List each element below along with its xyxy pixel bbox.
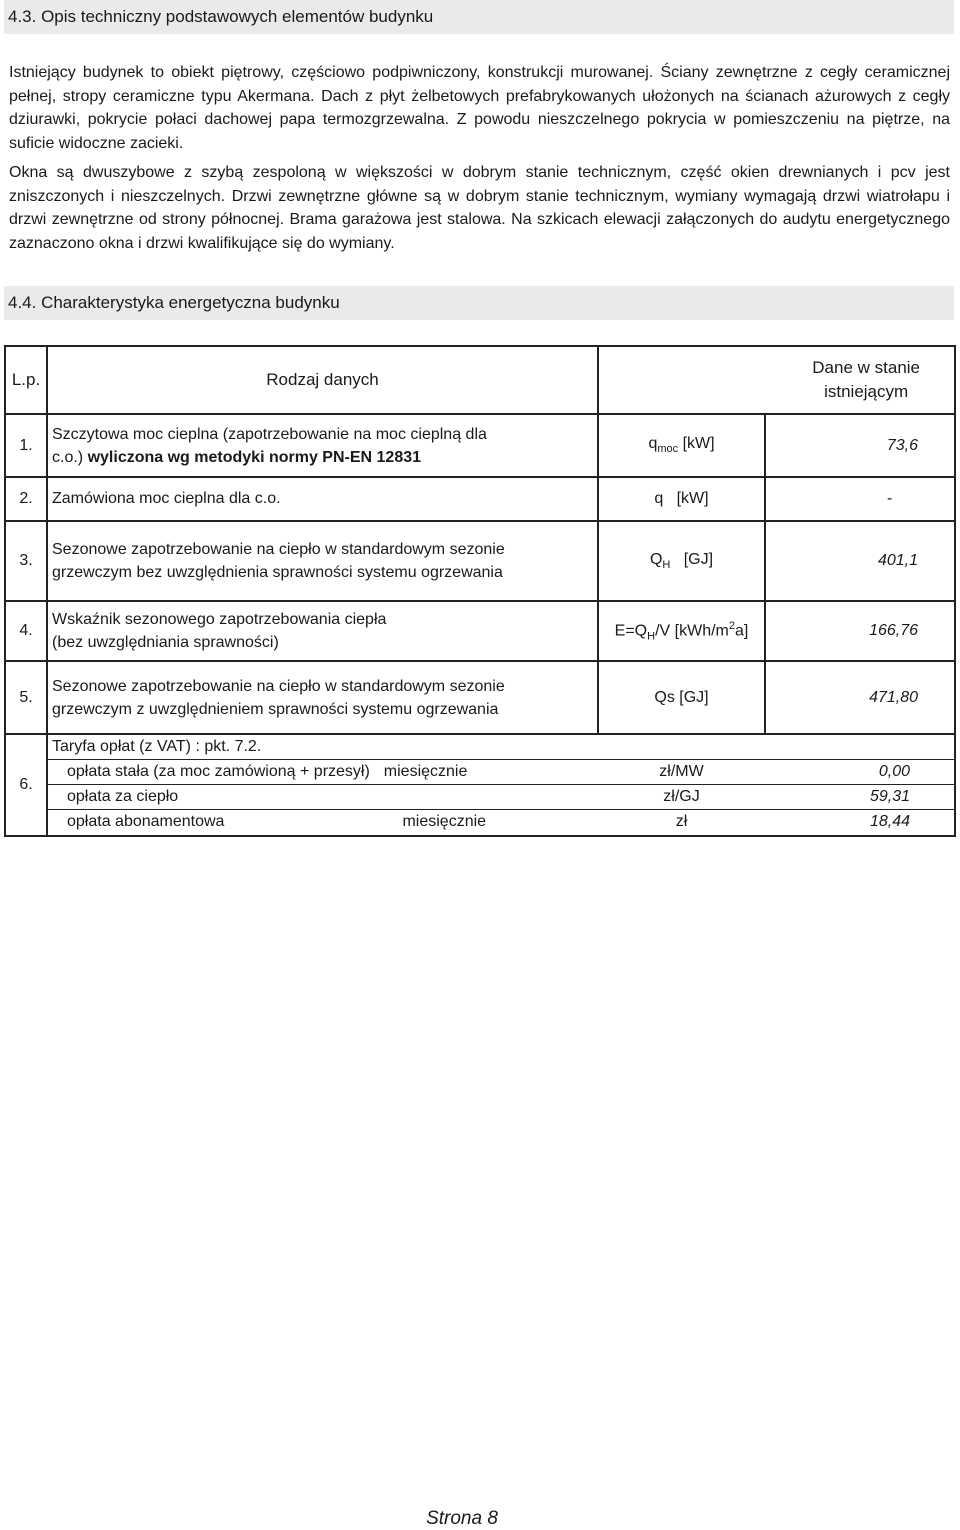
tariff-item-unit: zł bbox=[598, 810, 765, 836]
unit-rest: [GJ] bbox=[670, 550, 714, 568]
row-lp: 5. bbox=[5, 661, 47, 734]
row-lp: 3. bbox=[5, 521, 47, 601]
tariff-item-value: 18,44 bbox=[765, 810, 955, 836]
header-data-type: Rodzaj danych bbox=[47, 346, 598, 414]
row-unit: q [kW] bbox=[598, 477, 765, 521]
table-row bbox=[5, 601, 955, 661]
row-description bbox=[47, 661, 598, 734]
energy-characteristics-table bbox=[4, 345, 956, 837]
row-desc-line1: Sezonowe zapotrzebowanie na ciepło w standardowym sezonie bbox=[52, 541, 505, 558]
table-header-row bbox=[5, 346, 955, 414]
unit-end: a] bbox=[734, 622, 749, 640]
row-desc-line2: grzewczym z uwzględnieniem sprawności systemu ogrzewania bbox=[52, 700, 499, 718]
tariff-item-row bbox=[5, 760, 955, 785]
row-desc-line1: Wskaźnik sezonowego zapotrzebowania ciepła bbox=[52, 611, 387, 628]
tariff-item-label-cell bbox=[47, 785, 598, 810]
unit-subscript: moc bbox=[657, 443, 679, 456]
tariff-item-value: 0,00 bbox=[765, 760, 955, 785]
row-value: 166,76 bbox=[765, 601, 955, 661]
row-unit bbox=[598, 601, 765, 661]
tariff-item-label-cell bbox=[47, 810, 598, 836]
tariff-title-row bbox=[5, 734, 955, 760]
header-value-line2: istniejącym bbox=[824, 382, 909, 401]
row-lp: 1. bbox=[5, 414, 47, 477]
section-header-4-4 bbox=[4, 286, 954, 320]
tariff-item-label: opłata abonamentowa bbox=[67, 813, 225, 831]
row-unit bbox=[598, 414, 765, 477]
unit-symbol: q bbox=[648, 435, 658, 453]
row-desc-prefix: c.o.) bbox=[52, 448, 84, 466]
unit-symbol: Q bbox=[649, 550, 663, 568]
row-desc-line2: grzewczym bez uwzględnienia sprawności systemu ogrzewania bbox=[52, 564, 503, 581]
unit-subscript: H bbox=[647, 630, 656, 643]
row-value: 73,6 bbox=[765, 414, 955, 477]
row-desc-bold: wyliczona wg metodyki normy PN-EN 12831 bbox=[87, 448, 422, 466]
tariff-item-value: 59,31 bbox=[765, 785, 955, 810]
tariff-item-unit: zł/MW bbox=[598, 760, 765, 785]
row-description bbox=[47, 601, 598, 661]
row-description: Zamówiona moc cieplna dla c.o. bbox=[47, 477, 598, 521]
row-desc-line2: (bez uwzględniania sprawności) bbox=[52, 634, 279, 651]
section-title: 4.4. Charakterystyka energetyczna budynku bbox=[8, 293, 340, 312]
tariff-item-label: opłata stała (za moc zamówioną + przesył) bbox=[67, 763, 370, 780]
row-description bbox=[47, 521, 598, 601]
section-header-4-3 bbox=[4, 0, 954, 34]
row-lp: 2. bbox=[5, 477, 47, 521]
unit-mid: /V [kWh/m bbox=[655, 622, 729, 640]
tariff-item-row bbox=[5, 785, 955, 810]
unit-superscript: 2 bbox=[728, 619, 735, 632]
unit-symbol: E=Q bbox=[614, 622, 648, 640]
tariff-item-label: opłata za ciepło bbox=[67, 788, 179, 805]
table-row bbox=[5, 414, 955, 477]
row-lp: 6. bbox=[5, 734, 47, 836]
table-row bbox=[5, 661, 955, 734]
row-unit: Qs [GJ] bbox=[598, 661, 765, 734]
table-row bbox=[5, 521, 955, 601]
tariff-item-period: miesięcznie bbox=[383, 763, 468, 780]
tariff-item-label-cell bbox=[47, 760, 598, 785]
row-description bbox=[47, 414, 598, 477]
row-unit bbox=[598, 521, 765, 601]
row-desc-line1: Szczytowa moc cieplna (zapotrzebowanie na moc cieplną dla bbox=[52, 425, 487, 443]
row-value: 471,80 bbox=[765, 661, 955, 734]
row-value: - bbox=[765, 477, 955, 521]
row-value: 401,1 bbox=[765, 521, 955, 601]
tariff-item-row bbox=[5, 810, 955, 836]
header-existing-state bbox=[598, 346, 955, 414]
table-row bbox=[5, 477, 955, 521]
row-lp: 4. bbox=[5, 601, 47, 661]
header-value-line1: Dane w stanie bbox=[812, 358, 921, 377]
tariff-title: Taryfa opłat (z VAT) : pkt. 7.2. bbox=[47, 734, 955, 760]
tariff-item-period: miesięcznie bbox=[402, 813, 487, 831]
page-number: Strona 8 bbox=[426, 1508, 498, 1529]
section-title: 4.3. Opis techniczny podstawowych elementów budynku bbox=[8, 7, 434, 26]
unit-subscript: H bbox=[662, 559, 671, 572]
header-lp: L.p. bbox=[5, 346, 47, 414]
row-desc-line2 bbox=[52, 446, 593, 469]
paragraph-building-description: Istniejący budynek to obiekt piętrowy, częściowo podpiwniczony, konstrukcji murowanej. Ściany zewnętrzne z cegły ceramicznej pełnej, stropy ceramiczne typu Akermana. Dach z płyt żelbetowych prefabrykowanych ułożonych na ścianach ażurowych z cegły dziurawki, pokrycie połaci dachowej papa termozgrzewalna. Z powodu nieszczelnego pokrycia w pomieszczeniu na piętrze, na suficie widoczne zacieki. bbox=[9, 64, 950, 152]
unit-rest: [kW] bbox=[678, 435, 715, 453]
paragraph-windows-doors: Okna są dwuszybowe z szybą zespoloną w większości w dobrym stanie technicznym, część okien drewnianych i pcv jest zniszczonych i nieszczelnych. Drzwi zewnętrzne główne są w dobrym stanie technicznym, wymiany wymagają drzwi wiatrołapu i drzwi zewnętrzne od strony północnej. Brama garażowa jest stalowa. Na szkicach elewacji załączonych do audytu energetycznego zaznaczono okna i drzwi kwalifikujące się do wymiany. bbox=[9, 164, 950, 252]
tariff-item-unit: zł/GJ bbox=[598, 785, 765, 810]
row-desc-line1: Sezonowe zapotrzebowanie na ciepło w standardowym sezonie bbox=[52, 677, 505, 695]
